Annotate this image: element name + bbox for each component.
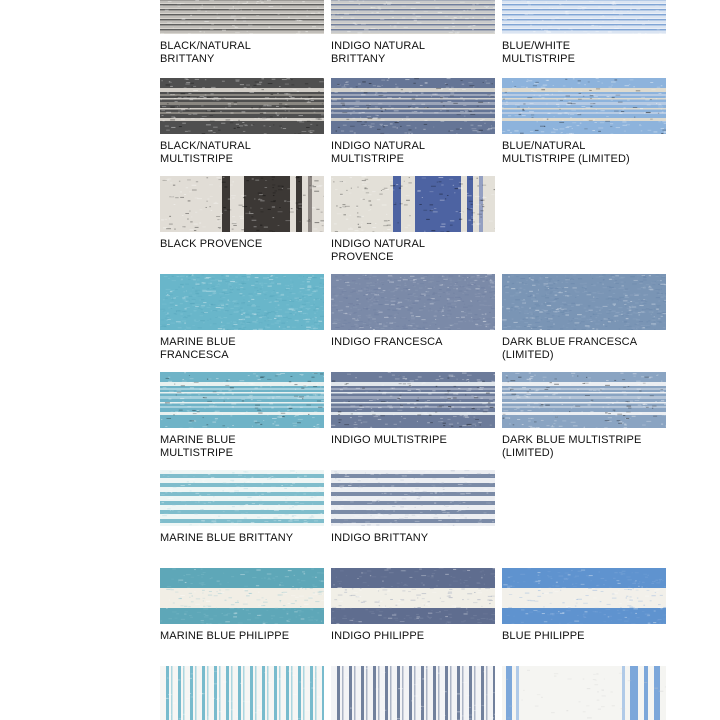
swatch-label: BLACK/NATURAL BRITTANY (160, 40, 251, 65)
fabric-swatch[interactable] (160, 176, 324, 232)
fabric-swatch[interactable] (502, 78, 666, 134)
swatch-item-black-natural-multistripe[interactable] (160, 78, 324, 166)
swatch-item-marine-blue-vertical[interactable] (160, 666, 324, 720)
swatch-item-black-natural-brittany[interactable] (160, 0, 324, 66)
swatch-item-indigo-natural-multistripe[interactable] (331, 78, 495, 166)
swatch-label: MARINE BLUE MULTISTRIPE (160, 434, 236, 459)
fabric-swatch[interactable] (331, 666, 495, 720)
fabric-swatch[interactable] (331, 78, 495, 134)
swatch-item-indigo-natural-provence[interactable] (331, 176, 495, 264)
swatch-label: INDIGO NATURAL BRITTANY (331, 40, 426, 65)
swatch-item-indigo-philippe[interactable] (331, 568, 495, 643)
fabric-swatch[interactable] (502, 274, 666, 330)
fabric-swatch[interactable] (331, 0, 495, 34)
swatch-label: INDIGO FRANCESCA (331, 336, 443, 348)
swatch-item-indigo-natural-brittany[interactable] (331, 0, 495, 66)
swatch-item-dark-blue-francesca-limited[interactable] (502, 274, 666, 362)
fabric-swatch[interactable] (502, 666, 666, 720)
fabric-swatch[interactable] (331, 274, 495, 330)
fabric-swatch[interactable] (331, 176, 495, 232)
fabric-swatch[interactable] (160, 666, 324, 720)
swatch-item-marine-blue-multistripe[interactable] (160, 372, 324, 460)
fabric-swatch[interactable] (160, 0, 324, 34)
swatch-item-blue-vertical[interactable] (502, 666, 666, 720)
swatch-item-marine-blue-francesca[interactable] (160, 274, 324, 362)
swatch-item-blue-white-multistripe[interactable] (502, 0, 666, 66)
fabric-swatch[interactable] (502, 568, 666, 624)
swatch-item-indigo-francesca[interactable] (331, 274, 495, 349)
swatch-label: MARINE BLUE PHILIPPE (160, 630, 290, 642)
swatch-label: BLUE/WHITE MULTISTRIPE (502, 40, 576, 65)
fabric-swatch[interactable] (331, 470, 495, 526)
swatch-label: INDIGO PHILIPPE (331, 630, 425, 642)
swatch-item-marine-blue-philippe[interactable] (160, 568, 324, 643)
swatch-label: DARK BLUE MULTISTRIPE (LIMITED) (502, 434, 642, 459)
swatch-item-marine-blue-brittany[interactable] (160, 470, 324, 545)
swatch-item-indigo-multistripe[interactable] (331, 372, 495, 447)
swatch-label: INDIGO NATURAL MULTISTRIPE (331, 140, 426, 165)
swatch-item-dark-blue-multistripe-limited[interactable] (502, 372, 666, 460)
swatch-label: BLUE/NATURAL MULTISTRIPE (LIMITED) (502, 140, 630, 165)
swatch-label: INDIGO BRITTANY (331, 532, 429, 544)
swatch-label: BLACK/NATURAL MULTISTRIPE (160, 140, 251, 165)
swatch-item-blue-philippe[interactable] (502, 568, 666, 643)
swatch-label: INDIGO MULTISTRIPE (331, 434, 447, 446)
swatch-label: INDIGO NATURAL PROVENCE (331, 238, 426, 263)
fabric-swatch[interactable] (331, 372, 495, 428)
fabric-swatch[interactable] (160, 372, 324, 428)
fabric-swatch[interactable] (160, 568, 324, 624)
fabric-swatch[interactable] (160, 78, 324, 134)
swatch-label: MARINE BLUE FRANCESCA (160, 336, 236, 361)
fabric-swatch[interactable] (160, 470, 324, 526)
swatch-item-indigo-brittany[interactable] (331, 470, 495, 545)
swatch-label: DARK BLUE FRANCESCA (LIMITED) (502, 336, 638, 361)
fabric-swatch[interactable] (331, 568, 495, 624)
swatch-label: BLUE PHILIPPE (502, 630, 585, 642)
swatch-item-black-provence[interactable] (160, 176, 324, 251)
fabric-swatch[interactable] (160, 274, 324, 330)
fabric-swatch[interactable] (502, 0, 666, 34)
swatch-label: BLACK PROVENCE (160, 238, 263, 250)
fabric-swatch[interactable] (502, 372, 666, 428)
swatch-item-indigo-vertical[interactable] (331, 666, 495, 720)
swatch-item-blue-natural-multistripe-limited[interactable] (502, 78, 666, 166)
swatch-label: MARINE BLUE BRITTANY (160, 532, 294, 544)
